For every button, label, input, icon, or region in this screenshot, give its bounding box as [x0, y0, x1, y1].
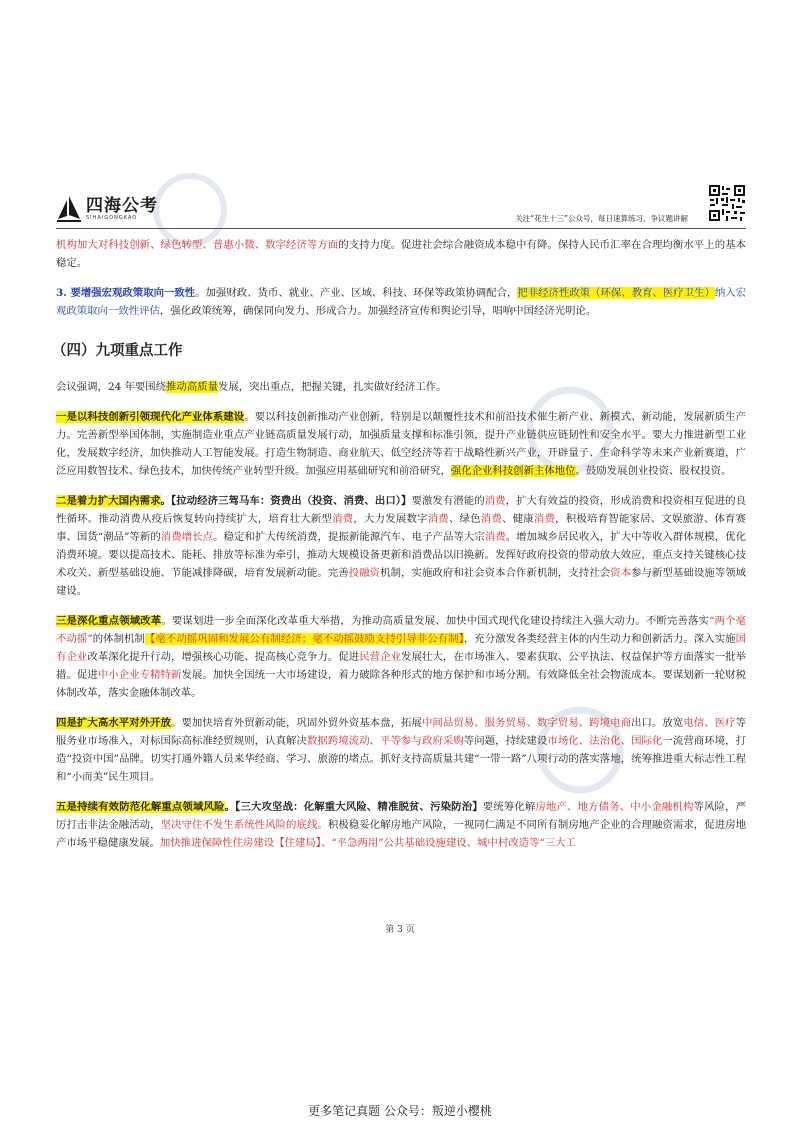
section-title: （四）九项重点工作: [52, 343, 183, 359]
text: 的体制机制: [92, 633, 145, 645]
red-text: 房地产、地方债务、中小金融机构: [535, 801, 694, 813]
text: 一流营商环境，打造“投资中国”品牌。切实打通外籍人员来华经商、学习、旅游的堵点。抓好支持高质量共建“一带一路”八项行动的落实落地，统筹推进重大标志性工程和“小而美”民生项目。: [56, 735, 747, 783]
red-text: 中间品贸易、服务贸易、数字贸易、跨境电商: [421, 717, 632, 729]
text: 发展壮大，在市场准入、要素获取、公平执法、权益保护等方面落实一批举措。促进: [56, 651, 747, 681]
page-number: 第 3 页: [385, 925, 415, 935]
text: 的支持力度。促进社会综合融资成本稳中有降。保持人民币汇率在合理均衡水平上的基本稳定。: [56, 239, 746, 269]
highlighted-text: 推动高质量: [166, 381, 218, 393]
red-text: 消费: [480, 513, 503, 525]
highlighted-heading: 三是深化重点领域改革: [56, 615, 162, 627]
red-text: 电信、医疗: [683, 717, 736, 729]
logo-chinese-text: 四海公考: [86, 195, 158, 216]
highlighted-text: 把非经济性政策（环保、教育、医疗卫生）: [517, 287, 715, 299]
red-text: 数据跨境流动、平等参与政府采购: [306, 735, 464, 747]
red-text: 消费: [484, 495, 506, 507]
bold-text: 。【三大攻坚战：化解重大风险、精准脱贫、污染防治】: [224, 801, 483, 813]
text: 等问题，持续建设: [463, 735, 548, 747]
text: 改革深化提升行动，增强核心功能、提高核心竞争力。促进: [87, 651, 360, 663]
red-text: 消费增长点: [160, 531, 214, 543]
red-text: 国有企业: [56, 633, 747, 663]
text: 、健康: [502, 513, 534, 525]
red-text: 中小企业专精特新: [97, 669, 182, 681]
red-text: 消费: [427, 513, 449, 525]
red-text: 市场化、法治化、国际化: [547, 735, 663, 747]
blue-text: 纳入宏观政策取向一致性评估: [56, 287, 747, 317]
text: 出口。放宽: [631, 717, 684, 729]
text: 会议强调，24 年要围绕: [56, 381, 167, 393]
document-body: [52, 236, 747, 864]
highlighted-heading: 五是持续有效防范化解重点领域风险: [56, 801, 225, 813]
text: 。要加快培育外贸新动能，巩固外贸外资基本盘，拓展: [171, 717, 422, 729]
text: 积极稳妥化解房地产风险，一视同仁满足不同所有制房地产企业的合理融资需求，促进房地产市场平稳健康发展。: [56, 819, 747, 849]
text: 机制，实施政府和社会资本合作新机制，支持社会: [380, 567, 611, 579]
paragraph: [56, 714, 746, 786]
highlighted-heading: 一是以科技创新引领现代化产业体系建设: [56, 411, 245, 423]
paragraph: [56, 798, 746, 852]
text: ，充分激发各类经营主体的内生动力和创新活力。深入实施: [463, 633, 736, 645]
page-header: [56, 192, 746, 229]
red-text: 坚决守住不发生系统性风险的底线。: [160, 819, 328, 831]
text: 参与新型基础设施等领域建设。: [56, 567, 747, 597]
text: 要统筹化解: [482, 801, 536, 813]
paragraph: [56, 236, 746, 272]
text: 要激发有潜能的: [411, 495, 485, 507]
text: 发展，突出重点，把握关键，扎实做好经济工作。: [218, 381, 447, 393]
paragraph: [56, 284, 746, 320]
logo-english-text: SIHAIGONGKAO: [86, 214, 138, 221]
red-text: 消费: [332, 513, 354, 525]
paragraph: [56, 408, 746, 480]
text: ，大力发展数字: [353, 513, 428, 525]
text: 。要谋划进一步全面深化改革重大举措，为推动高质量发展、加快中国式现代化建设持续注入强大动力。不断完善落实: [161, 615, 710, 627]
text: ，扩大有效益的投资，形成消费和投资相互促进的良性循环。推动消费从疫后恢复转向持续扩大，培育壮大新型: [56, 495, 747, 525]
text: 等服务业市场准入，对标国际高标准经贸规则，认真解决: [56, 717, 747, 747]
qr-code-icon: [708, 184, 746, 222]
text: 。要以科技创新推动产业创新，特别是以颠覆性技术和前沿技术催生新产业、新模式、新动能，发展新质生产力。完善新型举国体制，实施制造业重点产业链高质量发展行动，加强质量支撑和标准引领，提升产业链供应链韧性和安全水平。要大力推进新型工业化，发展数字经济，加快推动人工智能发展。打造生物制造、商业航天、低空经济等若干战略性新兴产业，开辟量子、生命科学等未来产业新赛道，广泛应用数智技术、绿色技术，加快传统产业转型升级。加强应用基础研究和前沿研究，: [56, 411, 746, 477]
red-text: 加快推进保障性住房建设【住建局】、“平急两用”公共基础设施建设、城中村改造等“三大工: [159, 837, 576, 849]
bold-text: 。【拉动经济三驾马车：资费出（投资、消费、出口）】: [160, 495, 412, 507]
highlighted-heading: 四是扩大高水平对外开放: [56, 717, 172, 729]
brand-logo: [56, 194, 158, 224]
red-text: 投融资: [348, 567, 381, 579]
text: ，强化政策统筹，确保同向发力、形成合力。加强经济宣传和舆论引导，唱响中国经济光明论。: [159, 305, 597, 317]
highlighted-heading: 二是着力扩大国内需求: [56, 495, 161, 507]
red-text: 消费: [533, 513, 556, 525]
paragraph: [56, 492, 746, 600]
red-text: “两个毫不动摇”: [56, 615, 747, 645]
text: 发展。加快全国统一大市场建设，着力破除各种形式的地方保护和市场分割。有效降低全社会物流成本。要谋划新一轮财税体制改革，落实金融体制改革。: [56, 669, 747, 699]
red-text: 消费: [484, 531, 506, 543]
red-text: 资本: [610, 567, 632, 579]
paragraph: [56, 378, 746, 396]
sail-logo-icon: [56, 195, 82, 223]
text: 。增加城乡居民收入，扩大中等收入群体规模，优化消费环境。要以提高技术、能耗、排放等标准为牵引，推动大规模设备更新和消费品以旧换新。发挥好政府投资的带动放大效应，重点支持关键核心技术攻关、新型基础设施、节能减排降碳，培育发展新动能。完善: [56, 531, 747, 579]
text: 。鼓励发展创业投资、股权投资。: [575, 465, 732, 477]
paragraph: [56, 612, 746, 702]
header-note: 关注“花生十三”公众号，每日速算练习、争议题讲解: [515, 214, 688, 223]
highlighted-text: 强化企业科技创新主体地位: [450, 465, 576, 477]
text: 、绿色: [448, 513, 481, 525]
text: 。加强财政、货币、就业、产业、区域、科技、环保等政策协调配合，: [195, 287, 518, 299]
text: 等风险，严厉打击非法金融活动，: [56, 801, 747, 831]
text: 。稳定和扩大传统消费，提振新能源汽车、电子产品等大宗: [213, 531, 485, 543]
text: ，积极培育智能家居、文娱旅游、体育赛事、国货“潮品”等新的: [56, 513, 747, 543]
highlighted-red-text: 【毫不动摇巩固和发展公有制经济；毫不动摇鼓励支持引导非公有制】: [145, 633, 464, 645]
red-text: 机构加大对科技创新、绿色转型、普惠小微、数字经济等方面: [56, 239, 339, 251]
red-text: 民营企业: [359, 651, 402, 663]
footer-note: 更多笔记真题 公众号：叛逆小樱桃: [308, 1104, 492, 1118]
blue-heading-text: 3. 要增强宏观政策取向一致性: [56, 287, 196, 299]
